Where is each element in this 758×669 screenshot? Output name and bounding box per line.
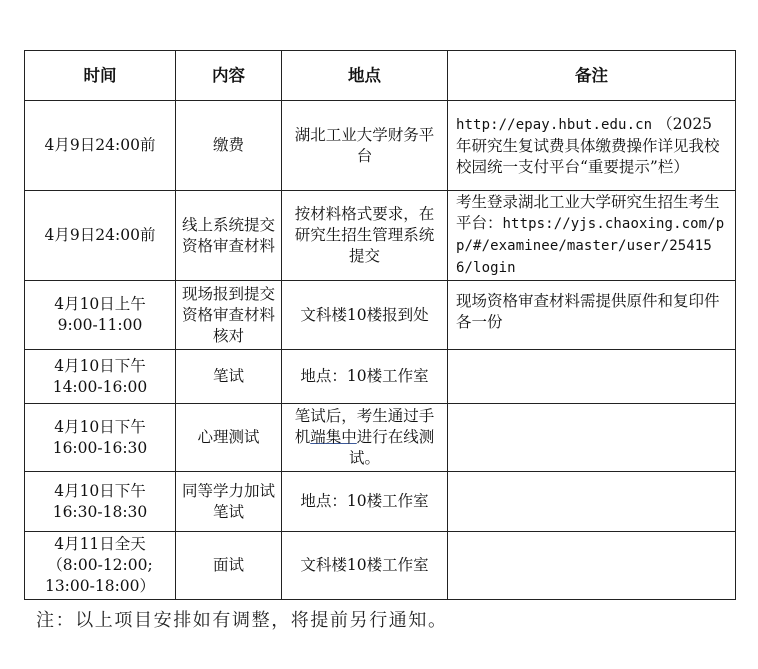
table-row bbox=[25, 472, 736, 532]
footnote: 注：以上项目安排如有调整，将提前另行通知。 bbox=[36, 610, 448, 631]
content-text: 笔试 bbox=[212, 367, 244, 385]
time-text: 4月9日24:00前 bbox=[44, 226, 156, 244]
header-time: 时间 bbox=[25, 51, 176, 101]
note-text: 现场资格审查材料需提供原件和复印件各一份 bbox=[456, 292, 720, 331]
cell-time bbox=[25, 191, 176, 281]
location-text: 按材料格式要求，在研究生招生管理系统提交 bbox=[294, 205, 435, 265]
location-text-part1: 笔试后，考生通过手机 bbox=[294, 407, 435, 446]
cell-time bbox=[25, 532, 176, 600]
cell-time bbox=[25, 101, 176, 191]
cell-location bbox=[282, 532, 448, 600]
header-note: 备注 bbox=[448, 51, 736, 101]
header-content: 内容 bbox=[176, 51, 282, 101]
location-link[interactable]: 端集中 bbox=[310, 428, 357, 446]
time-date: 4月10日上午 bbox=[54, 295, 146, 313]
cell-location bbox=[282, 101, 448, 191]
cell-content bbox=[176, 101, 282, 191]
cell-time bbox=[25, 281, 176, 350]
time-text: 4月9日24:00前 bbox=[44, 136, 156, 154]
cell-note bbox=[448, 350, 736, 404]
schedule-table bbox=[24, 50, 736, 600]
cell-note bbox=[448, 472, 736, 532]
table-row bbox=[25, 281, 736, 350]
location-text: 文科楼10楼报到处 bbox=[300, 305, 429, 324]
cell-location bbox=[282, 281, 448, 350]
location-text: 地点：10楼工作室 bbox=[300, 492, 429, 510]
table-row bbox=[25, 350, 736, 404]
content-text: 心理测试 bbox=[197, 428, 260, 446]
time-date: 4月10日下午 bbox=[54, 481, 146, 500]
cell-time bbox=[25, 472, 176, 532]
time-range-afternoon: 13:00-18:00） bbox=[44, 577, 156, 595]
cell-content bbox=[176, 281, 282, 350]
cell-location bbox=[282, 191, 448, 281]
cell-time bbox=[25, 350, 176, 404]
cell-location bbox=[282, 404, 448, 472]
cell-content bbox=[176, 404, 282, 472]
cell-content bbox=[176, 472, 282, 532]
cell-note bbox=[448, 281, 736, 350]
table-row bbox=[25, 404, 736, 472]
location-text: 地点：10楼工作室 bbox=[300, 367, 429, 385]
note-text: （2025年研究生复试费具体缴费操作详见我校校园统一支付平台“重要提示”栏） bbox=[456, 114, 720, 176]
time-range: 9:00-11:00 bbox=[57, 316, 143, 334]
time-date: 4月10日下午 bbox=[54, 417, 146, 436]
location-text: 湖北工业大学财务平台 bbox=[294, 125, 435, 165]
cell-content bbox=[176, 350, 282, 404]
header-location: 地点 bbox=[282, 51, 448, 101]
content-text: 现场报到提交资格审查材料核对 bbox=[182, 284, 276, 345]
time-range-morning: （8:00-12:00; bbox=[47, 556, 153, 574]
content-text: 线上系统提交资格审查材料 bbox=[182, 215, 276, 255]
cell-time bbox=[25, 404, 176, 472]
cell-content bbox=[176, 532, 282, 600]
time-range: 16:00-16:30 bbox=[52, 438, 148, 457]
location-text-part2: 进行在线测试。 bbox=[348, 428, 435, 467]
note-text: 考生登录湖北工业大学研究生招生考生平台： bbox=[456, 193, 720, 232]
content-text: 同等学力加试笔试 bbox=[182, 481, 276, 521]
cell-note bbox=[448, 404, 736, 472]
cell-location bbox=[282, 472, 448, 532]
cell-note bbox=[448, 101, 736, 191]
time-range: 14:00-16:00 bbox=[52, 377, 148, 396]
content-text: 面试 bbox=[212, 556, 244, 574]
payment-url[interactable]: http://epay.hbut.edu.cn bbox=[456, 116, 653, 133]
content-text: 缴费 bbox=[212, 136, 244, 154]
login-url[interactable]: https://yjs.chaoxing.com/pp/#/examinee/master/user/254156/login bbox=[456, 216, 725, 276]
time-date: 4月11日全天 bbox=[54, 535, 146, 553]
cell-content bbox=[176, 191, 282, 281]
cell-note bbox=[448, 532, 736, 600]
table-row bbox=[25, 532, 736, 600]
table-row bbox=[25, 101, 736, 191]
time-range: 16:30-18:30 bbox=[52, 502, 148, 521]
location-text: 文科楼10楼工作室 bbox=[300, 556, 429, 574]
cell-location bbox=[282, 350, 448, 404]
cell-note bbox=[448, 191, 736, 281]
time-date: 4月10日下午 bbox=[54, 356, 146, 375]
header-row bbox=[25, 51, 736, 101]
table-row bbox=[25, 191, 736, 281]
